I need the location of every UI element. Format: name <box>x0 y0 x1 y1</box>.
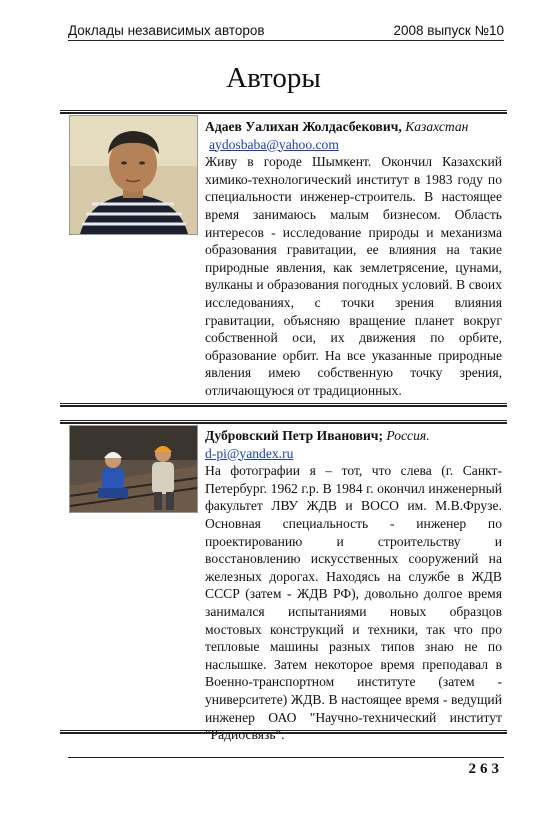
section-divider <box>60 110 507 114</box>
page-number: 263 <box>468 761 503 777</box>
author-heading <box>205 427 502 445</box>
author-bio: Живу в городе Шымкент. Окончил Казахский химико-технологический институт в 1983 году по специальности инженер-строитель. В настоящее время занимаюсь малым бизнесом. Область интересов - исследование природы и механизма образования гравитации, ее влияния на такие природные явления, как землетрясение, цунами, вулканы и образования погодных условий. В своих исследованиях, с точки зрения влияния гравитации, объясняю вращение планет вокруг собственной оси, их движения по орбите, образование орбит. На все указанные природные явления имею собственную точку зрения, отличающуюся от традиционных. <box>205 154 502 398</box>
author-bio: На фотографии я – тот, что слева (г. Санкт-Петербург. 1962 г.р. В 1984 г. окончил инженерный факультет ЛВУ ЖДВ и ВОСО им. М.В.Фрузе. Основная специальность - инженер по проектированию и строительству и восстановлению искусственных сооружений на железных дорогах. Находясь на службе в ЖДВ СССР (затем - ЖДВ РФ), довольно долгое время занимался испытаниями новых образцов мостовых конструкций и техники, так что про тепловые машины разных типов знаю не по наслышке. Затем некоторое время преподавал в Военно-транспортном институте (затем - университете) ЖДВ. В настоящее время - ведущий инженер ОАО "Научно-технический институт "Радиосвязь". <box>205 463 502 743</box>
author-entry <box>205 118 502 400</box>
author-heading <box>205 118 502 136</box>
issue-label: 2008 выпуск №10 <box>393 23 504 38</box>
running-header <box>68 22 504 41</box>
page-title: Авторы <box>226 62 321 94</box>
section-divider <box>60 730 507 734</box>
author-country: Россия. <box>386 428 430 443</box>
author-name: Дубровский Петр Иванович; <box>205 428 383 443</box>
author-entry <box>205 427 502 744</box>
workers-photo <box>69 425 198 513</box>
section-divider <box>60 403 507 407</box>
journal-title: Доклады независимых авторов <box>68 23 265 38</box>
author-portrait-photo <box>69 115 198 235</box>
author-email-link[interactable]: aydosbaba@yahoo.com <box>209 136 339 152</box>
author-email-link[interactable]: d-pi@yandex.ru <box>205 445 294 461</box>
author-country: Казахстан <box>405 119 469 134</box>
section-divider <box>60 420 507 424</box>
author-name: Адаев Уалихан Жолдасбекович, <box>205 119 402 134</box>
footer-rule <box>68 757 504 758</box>
